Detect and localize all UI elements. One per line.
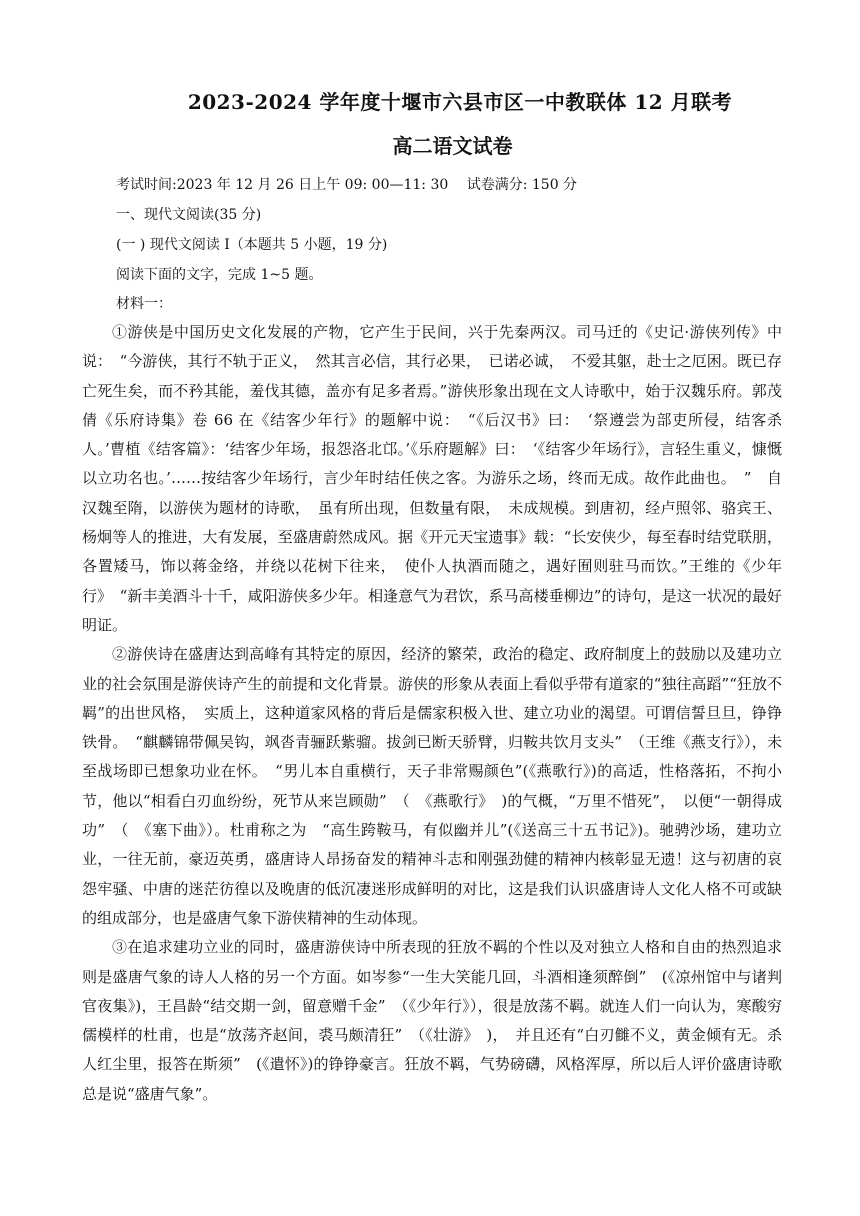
exam-subtitle: 高二语文试卷 [392,134,513,158]
paragraph-2: ②游侠诗在盛唐达到高峰有其特定的原因，经济的繁荣，政治的稳定、政府制度上的鼓励以及建功立业的社会氛围是游侠诗产生的前提和文化背景。游侠的形象从表面上看似乎带有道家的“独往高蹈”“狂放不羁”的出世风格， 实质上，这种道家风格的背后是儒家积极入世、建立功业的渴望。可谓信誓旦旦，铮铮铁骨。 “麒麟锦带佩吴钩，飒沓青骊跃紫骝。拔剑已断天骄臂，归鞍共饮月支头” （王维《燕支行》），未至战场即已想象功业在怀。 “男儿本自重横行，天子非常赐颜色”(《燕歌行》)的高适，性格落拓，不拘小节，他以“相看白刃血纷纷，死节从来岂顾勋” （ 《燕歌行》 )的气概，“万里不惜死”， 以便“一朝得成功” （ 《塞下曲》）。杜甫称之为 “高生跨鞍马，有似幽并儿”(《送高三十五书记》)。驰骋沙场，建功立业，一往无前，豪迈英勇，盛唐诗人昂扬奋发的精神斗志和刚强劲健的精神内核彰显无遗！这与初唐的哀怨牢骚、中唐的迷茫彷徨以及晚唐的低沉凄迷形成鲜明的对比，这是我们认识盛唐诗人文化人格不可或缺的组成部分，也是盛唐气象下游侠精神的生动体现。 [82,645,782,927]
section-heading: 一、现代文阅读(35 分) [116,207,262,223]
section-subheading: (一 ) 现代文阅读 I（本题共 5 小题，19 分) [116,237,388,253]
material-label: 材料一： [116,296,172,312]
paragraph-3: ③在追求建功立业的同时，盛唐游侠诗中所表现的狂放不羁的个性以及对独立人格和自由的热烈追求则是盛唐气象的诗人人格的另一个方面。如岑参“一生大笑能几回，斗酒相逢须醉倒” (《凉州馆中与诸判官夜集》)，王昌龄“结交期一剑，留意赠千金” （《少年行》），很是放荡不羁。就连人们一向认为，寒酸穷儒模样的杜甫，也是“放荡齐赵间，裘马颇清狂” （《壮游》 )， 并且还有“白刃雠不义，黄金倾有无。杀人红尘里，报答在斯须” (《遣怀》)的铮铮豪言。狂放不羁，气势磅礴，风格浑厚，所以后人评价盛唐诗歌总是说“盛唐气象”。 [82,938,782,1103]
reading-instruction: 阅读下面的文字，完成 1~5 题。 [116,267,323,283]
paragraph-1: ①游侠是中国历史文化发展的产物，它产生于民间，兴于先秦两汉。司马迁的《史记·游侠列传》中说： “今游侠，其行不轨于正义， 然其言必信，其行必果， 已诺必诚， 不爱其躯，赴士之厄困。既已存亡死生矣，而不矜其能，羞伐其德，盖亦有足多者焉。”游侠形象出现在文人诗歌中，始于汉魏乐府。郭茂倩《乐府诗集》卷 66 在《结客少年行》的题解中说： “《后汉书》曰： ‘祭遵尝为部吏所侵，结客杀人。’曹植《结客篇》：‘结客少年场，报怨洛北邙。’《乐府题解》曰： ‘《结客少年场行》，言轻生重义，慷慨以立功名也。’……按结客少年场行，言少年时结任侠之客。为游乐之场，终而无成。故作此曲也。 ” 自汉魏至隋，以游侠为题材的诗歌， 虽有所出现，但数量有限， 未成规模。到唐初，经卢照邻、骆宾王、杨炯等人的推进，大有发展，至盛唐蔚然成风。据《开元天宝遗事》载：“长安侠少，每至春时结党联朋，各置矮马，饰以蒋金络，并绕以花树下往来， 使仆人执酒而随之，遇好囿则驻马而饮。”王维的《少年行》 “新丰美酒斗十千，咸阳游侠多少年。相逢意气为君饮，系马高楼垂柳边”的诗句，是这一状况的最好明证。 [82,323,782,634]
exam-title: 2023-2024 学年度十堰市六县市区一中教联体 12 月联考 [187,90,733,114]
exam-info: 考试时间:2023 年 12 月 26 日上午 09: 00—11: 30 试卷满分: 150 分 [116,177,578,193]
passage [82,318,782,1109]
